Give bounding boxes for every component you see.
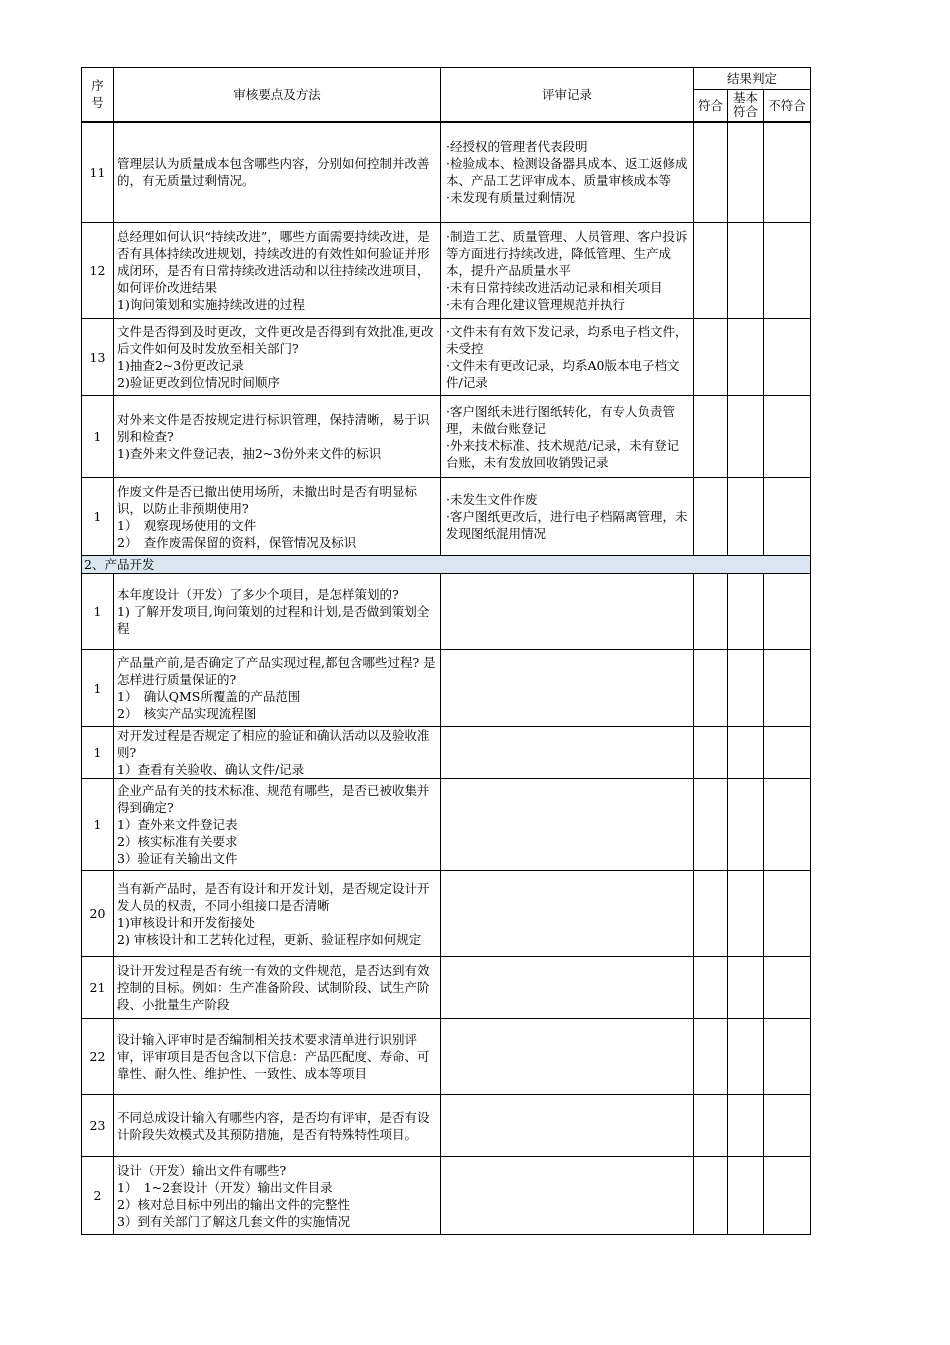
row-number: 23 xyxy=(82,1095,114,1157)
audit-record[interactable] xyxy=(441,1157,694,1235)
nonconform-cell[interactable] xyxy=(764,779,811,871)
audit-record[interactable] xyxy=(441,727,694,779)
audit-checklist-table xyxy=(81,67,811,1235)
row-number: 12 xyxy=(82,223,114,319)
audit-method: 文件是否得到及时更改，文件更改是否得到有效批准,更改后文件如何及时发放至相关部门? 1)抽查2~3份更改记录 2)验证更改到位情况时间顺序 xyxy=(114,319,441,396)
audit-record[interactable] xyxy=(441,574,694,650)
nonconform-cell[interactable] xyxy=(764,319,811,396)
nonconform-cell[interactable] xyxy=(764,1019,811,1095)
audit-record[interactable] xyxy=(441,871,694,957)
conform-cell[interactable] xyxy=(694,871,728,957)
table-row xyxy=(82,1019,811,1095)
section-row xyxy=(82,556,811,574)
row-number: 1 xyxy=(82,574,114,650)
row-number: 11 xyxy=(82,122,114,223)
audit-method: 不同总成设计输入有哪些内容，是否均有评审，是否有设计阶段失效模式及其预防措施，是否有特殊特性项目。 xyxy=(114,1095,441,1157)
audit-record: ·客户图纸未进行图纸转化，有专人负责管理，未做台账登记 ·外来技术标准、技术规范/记录，未有登记台账，未有发放回收销毁记录 xyxy=(441,396,694,478)
row-number: 1 xyxy=(82,396,114,478)
table-row xyxy=(82,319,811,396)
table-row xyxy=(82,650,811,727)
nonconform-cell[interactable] xyxy=(764,727,811,779)
audit-method: 管理层认为质量成本包含哪些内容，分别如何控制并改善的，有无质量过剩情况。 xyxy=(114,122,441,223)
basic-conform-cell[interactable] xyxy=(728,478,764,556)
basic-conform-cell[interactable] xyxy=(728,871,764,957)
audit-method: 当有新产品时，是否有设计和开发计划，是否规定设计开发人员的权责，不同小组接口是否清晰 1)审核设计和开发衔接处 2) 审核设计和工艺转化过程，更新、验证程序如何规定 xyxy=(114,871,441,957)
row-number: 22 xyxy=(82,1019,114,1095)
row-number: 21 xyxy=(82,957,114,1019)
audit-record: ·文件未有有效下发记录，均系电子档文件，未受控 ·文件未有更改记录，均系A0版本电子档文件/记录 xyxy=(441,319,694,396)
audit-record[interactable] xyxy=(441,1019,694,1095)
audit-method: 设计输入评审时是否编制相关技术要求清单进行识别评审，评审项目是否包含以下信息：产品匹配度、寿命、可靠性、耐久性、维护性、一致性、成本等项目 xyxy=(114,1019,441,1095)
audit-record[interactable] xyxy=(441,957,694,1019)
nonconform-cell[interactable] xyxy=(764,650,811,727)
basic-conform-cell[interactable] xyxy=(728,319,764,396)
conform-cell[interactable] xyxy=(694,1157,728,1235)
basic-conform-cell[interactable] xyxy=(728,727,764,779)
nonconform-cell[interactable] xyxy=(764,574,811,650)
nonconform-cell[interactable] xyxy=(764,478,811,556)
table-row xyxy=(82,223,811,319)
conform-cell[interactable] xyxy=(694,1019,728,1095)
nonconform-cell[interactable] xyxy=(764,1095,811,1157)
basic-conform-cell[interactable] xyxy=(728,1157,764,1235)
basic-conform-cell[interactable] xyxy=(728,1095,764,1157)
table-row xyxy=(82,396,811,478)
header-seq: 序 号 xyxy=(82,68,114,122)
audit-record: ·经授权的管理者代表段明 ·检验成本、检测设备器具成本、返工返修成本、产品工艺评审成本、质量审核成本等 ·未发现有质量过剩情况 xyxy=(441,122,694,223)
audit-method: 对开发过程是否规定了相应的验证和确认活动以及验收准则? 1）查看有关验收、确认文件/记录 xyxy=(114,727,441,779)
table-row xyxy=(82,1095,811,1157)
audit-method: 本年度设计（开发）了多少个项目，是怎样策划的? 1) 了解开发项目,询问策划的过程和计划,是否做到策划全程 xyxy=(114,574,441,650)
conform-cell[interactable] xyxy=(694,650,728,727)
table-row xyxy=(82,957,811,1019)
audit-method: 设计开发过程是否有统一有效的文件规范，是否达到有效控制的目标。例如：生产准备阶段、试制阶段、试生产阶段、小批量生产阶段 xyxy=(114,957,441,1019)
basic-conform-cell[interactable] xyxy=(728,1019,764,1095)
header-basic-conform: 基本 符合 xyxy=(728,90,764,122)
audit-method: 作废文件是否已撤出使用场所，未撤出时是否有明显标识，以防止非预期使用? 1） 观察现场使用的文件 2） 查作废需保留的资料，保管情况及标识 xyxy=(114,478,441,556)
conform-cell[interactable] xyxy=(694,574,728,650)
conform-cell[interactable] xyxy=(694,1095,728,1157)
basic-conform-cell[interactable] xyxy=(728,223,764,319)
audit-method: 设计（开发）输出文件有哪些? 1） 1~2套设计（开发）输出文件目录 2）核对总目标中列出的输出文件的完整性 3）到有关部门了解这几套文件的实施情况 xyxy=(114,1157,441,1235)
header-result: 结果判定 xyxy=(694,68,811,90)
table-row xyxy=(82,122,811,223)
basic-conform-cell[interactable] xyxy=(728,957,764,1019)
row-number: 20 xyxy=(82,871,114,957)
audit-method: 企业产品有关的技术标准、规范有哪些，是否已被收集并得到确定? 1）查外来文件登记表 2）核实标准有关要求 3）验证有关输出文件 xyxy=(114,779,441,871)
conform-cell[interactable] xyxy=(694,727,728,779)
conform-cell[interactable] xyxy=(694,396,728,478)
audit-method: 对外来文件是否按规定进行标识管理，保持清晰，易于识别和检查? 1)查外来文件登记表，抽2~3份外来文件的标识 xyxy=(114,396,441,478)
audit-method: 产品量产前,是否确定了产品实现过程,都包含哪些过程? 是怎样进行质量保证的? 1） 确认QMS所覆盖的产品范围 2） 核实产品实现流程图 xyxy=(114,650,441,727)
header-method: 审核要点及方法 xyxy=(114,68,441,122)
basic-conform-cell[interactable] xyxy=(728,779,764,871)
nonconform-cell[interactable] xyxy=(764,1157,811,1235)
conform-cell[interactable] xyxy=(694,478,728,556)
row-number: 1 xyxy=(82,478,114,556)
conform-cell[interactable] xyxy=(694,779,728,871)
audit-record[interactable] xyxy=(441,1095,694,1157)
table-row xyxy=(82,779,811,871)
section-title: 2、产品开发 xyxy=(82,556,811,574)
basic-conform-cell[interactable] xyxy=(728,650,764,727)
table-row xyxy=(82,574,811,650)
row-number: 1 xyxy=(82,727,114,779)
row-number: 2 xyxy=(82,1157,114,1235)
nonconform-cell[interactable] xyxy=(764,223,811,319)
audit-record: ·制造工艺、质量管理、人员管理、客户投诉等方面进行持续改进，降低管理、生产成本，提升产品质量水平 ·未有日常持续改进活动记录和相关项目 ·未有合理化建议管理规范并执行 xyxy=(441,223,694,319)
audit-record: ·未发生文件作废 ·客户图纸更改后，进行电子档隔离管理，未发现图纸混用情况 xyxy=(441,478,694,556)
header-nonconform: 不符合 xyxy=(764,90,811,122)
audit-record[interactable] xyxy=(441,779,694,871)
conform-cell[interactable] xyxy=(694,122,728,223)
row-number: 13 xyxy=(82,319,114,396)
header-conform: 符合 xyxy=(694,90,728,122)
table-row xyxy=(82,478,811,556)
row-number: 1 xyxy=(82,779,114,871)
table-row xyxy=(82,871,811,957)
basic-conform-cell[interactable] xyxy=(728,396,764,478)
nonconform-cell[interactable] xyxy=(764,871,811,957)
header-record: 评审记录 xyxy=(441,68,694,122)
audit-method: 总经理如何认识“持续改进”，哪些方面需要持续改进，是否有具体持续改进规划，持续改进的有效性如何验证并形成闭环，是否有日常持续改进活动和以往持续改进项目，如何评价改进结果 1)询问策划和实施持续改进的过程 xyxy=(114,223,441,319)
nonconform-cell[interactable] xyxy=(764,957,811,1019)
conform-cell[interactable] xyxy=(694,957,728,1019)
audit-record[interactable] xyxy=(441,650,694,727)
nonconform-cell[interactable] xyxy=(764,396,811,478)
conform-cell[interactable] xyxy=(694,223,728,319)
row-number: 1 xyxy=(82,650,114,727)
table-row xyxy=(82,1157,811,1235)
header-row xyxy=(82,68,811,90)
basic-conform-cell[interactable] xyxy=(728,122,764,223)
conform-cell[interactable] xyxy=(694,319,728,396)
basic-conform-cell[interactable] xyxy=(728,574,764,650)
table-row xyxy=(82,727,811,779)
nonconform-cell[interactable] xyxy=(764,122,811,223)
